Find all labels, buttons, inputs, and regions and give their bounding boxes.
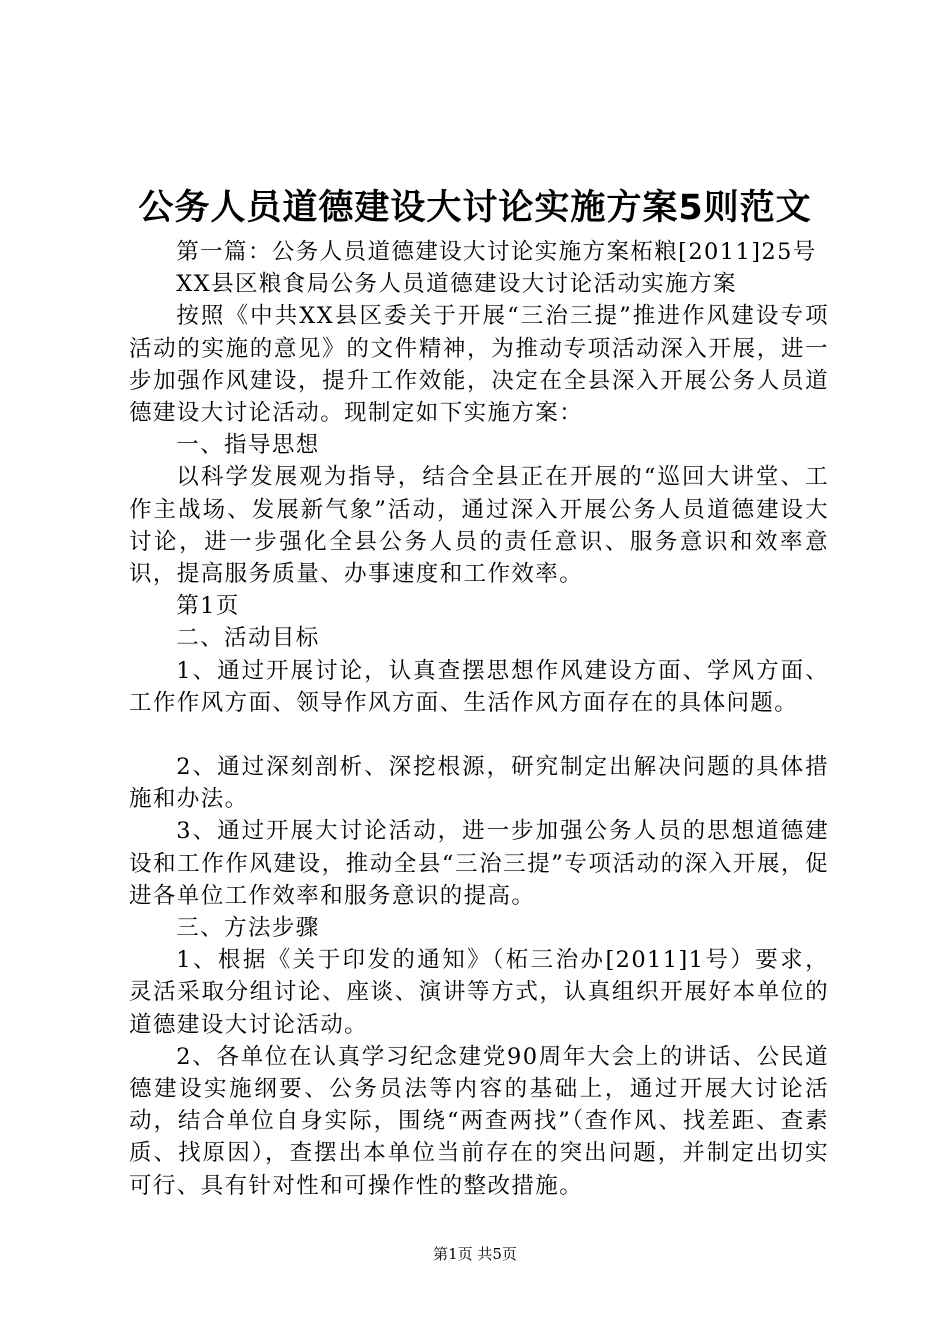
heading-methods-steps: 三、方法步骤 xyxy=(176,915,320,942)
goal-item-2: 2、通过深刻剖析、深挖根源，研究制定出解决问题的具体措施和办法。 xyxy=(129,754,829,813)
goal-item-1: 1、通过开展讨论，认真查摆思想作风建设方面、学风方面、工作作风方面、领导作风方面、生活作风方面存在的具体问题。 xyxy=(129,657,829,716)
document-title: 公务人员道德建设大讨论实施方案5则范文 xyxy=(138,188,812,228)
page-footer: 第1页 共5页 xyxy=(433,1245,517,1263)
section-heading-first-article: 第一篇：公务人员道德建设大讨论实施方案柘粮[2011]25号 xyxy=(176,239,817,265)
method-item-2: 2、各单位在认真学习纪念建党90周年大会上的讲话、公民道德建设实施纲要、公务员法等内容的基础上，通过开展大讨论活动，结合单位自身实际，围绕“两查两找”（查作风、找差距、查素质、找原因），查摆出本单位当前存在的突出问题，并制定出切实可行、具有针对性和可操作性的整改措施。 xyxy=(129,1043,829,1199)
guiding-ideology-paragraph: 以科学发展观为指导，结合全县正在开展的“巡回大讲堂、工作主战场、发展新气象”活动，通过深入开展公务人员道德建设大讨论，进一步强化全县公务人员的责任意识、服务意识和效率意识，提高服务质量、办事速度和工作效率。 xyxy=(129,464,829,588)
document-subtitle: XX县区粮食局公务人员道德建设大讨论活动实施方案 xyxy=(176,271,737,298)
heading-activity-goals: 二、活动目标 xyxy=(176,625,320,652)
document-body xyxy=(129,236,829,1202)
heading-guiding-ideology: 一、指导思想 xyxy=(176,432,320,459)
goal-item-3: 3、通过开展大讨论活动，进一步加强公务人员的思想道德建设和工作作风建设，推动全县“三治三提”专项活动的深入开展，促进各单位工作效率和服务意识的提高。 xyxy=(129,818,829,909)
method-item-1: 1、根据《关于印发的通知》（柘三治办[2011]1号）要求，灵活采取分组讨论、座谈、演讲等方式，认真组织开展好本单位的道德建设大讨论活动。 xyxy=(129,947,829,1038)
inline-page-marker: 第1页 xyxy=(176,593,240,620)
intro-paragraph: 按照《中共XX县区委关于开展“三治三提”推进作风建设专项活动的实施的意见》的文件精神，为推动专项活动深入开展，进一步加强作风建设，提升工作效能，决定在全县深入开展公务人员道德建设大讨论活动。现制定如下实施方案： xyxy=(129,303,829,427)
